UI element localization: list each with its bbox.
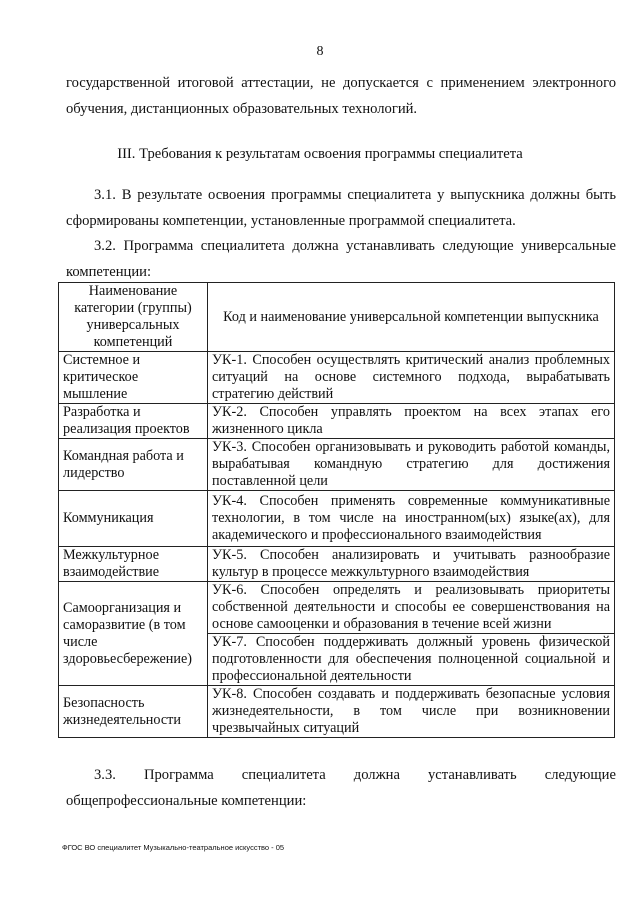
competence-cell bbox=[208, 582, 615, 686]
table-row bbox=[59, 686, 615, 738]
competence-cell: УК-1. Способен осуществлять критический анализ проблемных ситуаций на основе системного подхода, вырабатывать стратегию действий bbox=[208, 352, 615, 404]
competencies-table bbox=[58, 282, 615, 738]
paragraph-3-1: 3.1. В результате освоения программы специалитета у выпускника должны быть сформированы компетенции, установленные программой специалитета. bbox=[66, 187, 616, 229]
category-cell: Системное и критическое мышление bbox=[59, 352, 208, 404]
header-category: Наименование категории (группы) универсальных компетенций bbox=[59, 283, 208, 352]
table-row bbox=[59, 491, 615, 547]
paragraph-3-3-first-line bbox=[66, 762, 616, 788]
competence-cell: УК-3. Способен организовывать и руководить работой команды, вырабатывая командную стратегию для достижения поставленной цели bbox=[208, 439, 615, 491]
paragraph-3-3-rest: общепрофессиональные компетенции: bbox=[66, 793, 307, 809]
category-cell: Коммуникация bbox=[59, 491, 208, 547]
paragraph-3-3-word: следующие bbox=[544, 767, 616, 783]
intro-paragraph: государственной итоговой аттестации, не допускается с применением электронного обучения, дистанционных образовательных технологий. bbox=[66, 75, 616, 117]
table-row bbox=[59, 439, 615, 491]
competence-item: УК-7. Способен поддерживать должный уровень физической подготовленности для обеспечения полноценной социальной и профессиональной деятельности bbox=[208, 633, 614, 685]
paragraph-3-3 bbox=[66, 762, 616, 814]
table-row bbox=[59, 582, 615, 686]
competence-item: УК-6. Способен определять и реализовывать приоритеты собственной деятельности и способы ее совершенствования на основе самооценки и образования в течение всей жизни bbox=[212, 582, 610, 632]
category-cell: Безопасность жизнедеятельности bbox=[59, 686, 208, 738]
competence-cell: УК-2. Способен управлять проектом на всех этапах его жизненного цикла bbox=[208, 404, 615, 439]
page-number: 8 bbox=[316, 44, 324, 59]
table-row bbox=[59, 404, 615, 439]
header-code: Код и наименование универсальной компетенции выпускника bbox=[208, 283, 615, 352]
paragraph-3-3-word: специалитета bbox=[241, 767, 326, 783]
paragraph-3-2: 3.2. Программа специалитета должна устанавливать следующие универсальные компетенции: bbox=[66, 238, 616, 280]
paragraph-3-3-word: 3.3. bbox=[94, 767, 116, 783]
table-body bbox=[59, 352, 615, 738]
paragraph-3-3-word: устанавливать bbox=[428, 767, 517, 783]
category-cell: Самоорганизация и саморазвитие (в том числе здоровьесбережение) bbox=[59, 582, 208, 686]
competence-cell: УК-5. Способен анализировать и учитывать разнообразие культур в процессе межкультурного взаимодействия bbox=[208, 547, 615, 582]
table-row bbox=[59, 352, 615, 404]
category-cell: Межкультурное взаимодействие bbox=[59, 547, 208, 582]
table-row bbox=[59, 547, 615, 582]
competence-cell: УК-4. Способен применять современные коммуникативные технологии, в том числе на иностранном(ых) языке(ах), для академического и профессионального взаимодействия bbox=[208, 491, 615, 547]
paragraph-3-3-word: Программа bbox=[143, 767, 214, 783]
category-cell: Командная работа и лидерство bbox=[59, 439, 208, 491]
competence-cell: УК-8. Способен создавать и поддерживать безопасные условия жизнедеятельности, в том числе при возникновении чрезвычайных ситуаций bbox=[208, 686, 615, 738]
category-cell: Разработка и реализация проектов bbox=[59, 404, 208, 439]
section-heading: III. Требования к результатам освоения программы специалитета bbox=[117, 146, 523, 162]
paragraph-3-3-word: должна bbox=[353, 767, 400, 783]
footer: ФГОС ВО специалитет Музыкально-театральное искусство - 05 bbox=[62, 843, 285, 852]
